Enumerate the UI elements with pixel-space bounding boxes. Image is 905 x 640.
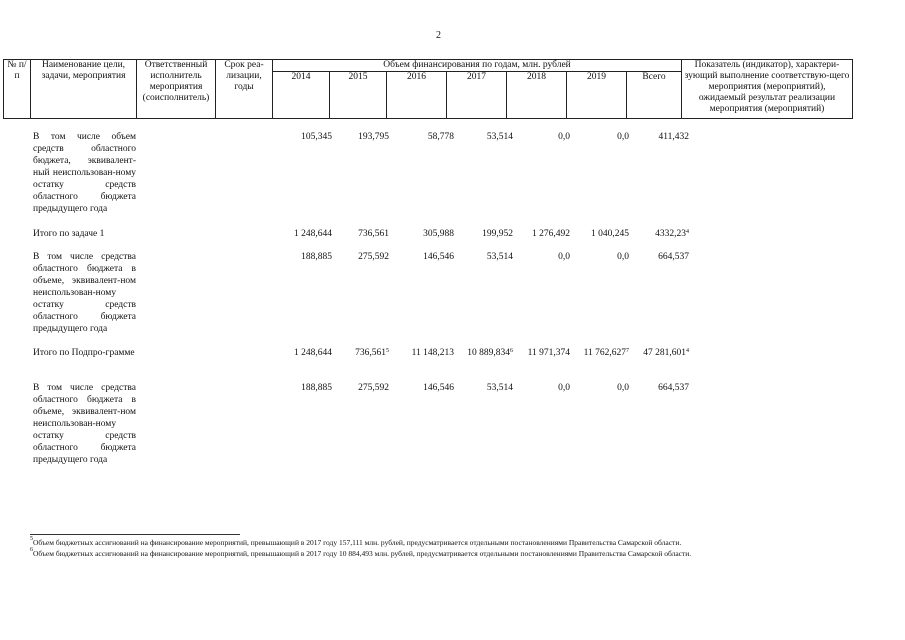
table-cell	[584, 347, 629, 359]
cell-value: 0,0	[558, 132, 570, 142]
table-cell	[617, 131, 629, 143]
header-responsible: Ответственный исполнитель мероприятия (соисполнитель)	[137, 60, 216, 119]
header-year: 2015	[330, 72, 387, 119]
cell-value: 1 248,644	[294, 229, 332, 239]
cell-footnote-mark: 6	[510, 348, 513, 354]
table-cell	[355, 347, 389, 359]
table-cell	[301, 251, 332, 263]
header-year: 2017	[447, 72, 507, 119]
table-cell	[655, 228, 689, 240]
table-cell	[423, 382, 454, 394]
table-cell	[658, 382, 689, 394]
table-cell	[467, 347, 513, 359]
row-label: Итого по Подпро-грамме	[33, 348, 135, 358]
table-cell	[528, 347, 570, 359]
cell-value: 0,0	[558, 252, 570, 262]
cell-value: 0,0	[617, 132, 629, 142]
cell-value: 58,778	[427, 132, 454, 142]
header-funding: Объем финансирования по годам, млн. рублей	[273, 60, 682, 72]
cell-footnote-mark: 4	[686, 348, 689, 354]
table-cell	[487, 382, 513, 394]
header-year: 2019	[567, 72, 627, 119]
table-header	[3, 59, 853, 119]
cell-value: 0,0	[558, 383, 570, 393]
cell-value: 0,0	[617, 252, 629, 262]
cell-footnote-mark: 5	[386, 348, 389, 354]
table-cell	[558, 131, 570, 143]
cell-value: 736,561	[355, 348, 386, 358]
table-cell	[658, 251, 689, 263]
cell-value: 53,514	[486, 383, 513, 393]
table-cell	[423, 251, 454, 263]
row-label: В том числе средства областного бюджета в объеме, эквивалент-ном неиспользован-ному остатку средств областного бюджета предыдущего года	[33, 252, 136, 334]
table-cell	[487, 251, 513, 263]
footnote: $^5$Объем бюджетных ассигнований на финансирование мероприятий, превышающий в 2017 году 157,111 млн. рублей, предусматривается отдельными постановлениями Правительства Самарской области.	[30, 536, 682, 547]
cell-value: 193,795	[358, 132, 389, 142]
header-year: Всего	[627, 72, 682, 119]
table-cell	[412, 347, 454, 359]
table-cell	[643, 347, 689, 359]
cell-value: 305,988	[423, 229, 454, 239]
header-indicator: Показатель (индикатор), характери-зующий выполнение соответствую-щего мероприятия (мероприятий), ожидаемый результат реализации мероприятия (мероприятий)	[682, 60, 853, 119]
table-cell	[558, 251, 570, 263]
cell-value: 0,0	[617, 383, 629, 393]
header-year: 2018	[507, 72, 567, 119]
cell-value: 275,592	[358, 383, 389, 393]
table-cell	[301, 131, 332, 143]
table-cell	[294, 228, 332, 240]
header-term: Срок реа-лизации, годы	[216, 60, 273, 119]
header-num: № п/п	[4, 60, 31, 119]
cell-value: 53,514	[486, 132, 513, 142]
row-label: В том числе средства областного бюджета в объеме, эквивалент-ном неиспользован-ному остатку средств областного бюджета предыдущего года	[33, 383, 136, 465]
table-cell	[428, 131, 454, 143]
table-cell	[358, 131, 389, 143]
cell-value: 664,537	[658, 383, 689, 393]
cell-value: 411,432	[658, 132, 689, 142]
footnote-divider	[30, 534, 240, 535]
table-cell	[658, 131, 689, 143]
table-cell	[532, 228, 570, 240]
cell-value: 10 889,834	[467, 348, 510, 358]
cell-value: 736,561	[358, 229, 389, 239]
page-number: 2	[436, 30, 441, 41]
cell-value: 4332,23	[655, 229, 686, 239]
cell-value: 1 248,644	[294, 348, 332, 358]
row-label: Итого по задаче 1	[33, 229, 105, 239]
cell-value: 53,514	[486, 252, 513, 262]
footnote: $^6$Объем бюджетных ассигнований на финансирование мероприятий, превышающий в 2017 году 10 884,493 млн. рублей, предусматривается отдельными постановлениями Правительства Самарской области.	[30, 547, 692, 558]
table-cell	[423, 228, 454, 240]
table-cell	[591, 228, 629, 240]
table-cell	[617, 382, 629, 394]
table-cell	[558, 382, 570, 394]
table-cell	[301, 382, 332, 394]
table-cell	[617, 251, 629, 263]
cell-value: 11 148,213	[411, 348, 454, 358]
table-cell	[358, 251, 389, 263]
cell-value: 188,885	[301, 383, 332, 393]
table-cell	[294, 347, 332, 359]
cell-value: 146,546	[423, 252, 454, 262]
table-cell	[358, 382, 389, 394]
cell-footnote-mark: 7	[626, 348, 629, 354]
cell-value: 1 040,245	[591, 229, 629, 239]
cell-value: 105,345	[301, 132, 332, 142]
header-year: 2016	[387, 72, 447, 119]
cell-value: 188,885	[301, 252, 332, 262]
table-cell	[358, 228, 389, 240]
header-year: 2014	[273, 72, 330, 119]
cell-value: 146,546	[423, 383, 454, 393]
cell-value: 47 281,601	[643, 348, 686, 358]
cell-value: 275,592	[358, 252, 389, 262]
cell-value: 11 762,627	[583, 348, 626, 358]
cell-value: 664,537	[658, 252, 689, 262]
header-name: Наименование цели, задачи, мероприятия	[31, 60, 137, 119]
table-cell	[487, 131, 513, 143]
cell-footnote-mark: 4	[686, 229, 689, 235]
cell-value: 1 276,492	[532, 229, 570, 239]
cell-value: 11 971,374	[527, 348, 570, 358]
row-label: В том числе объем средств областного бюджета, эквивалент-ный неиспользован-ному остатку средств областного бюджета предыдущего года	[33, 132, 136, 214]
table-cell	[482, 228, 513, 240]
cell-value: 199,952	[482, 229, 513, 239]
